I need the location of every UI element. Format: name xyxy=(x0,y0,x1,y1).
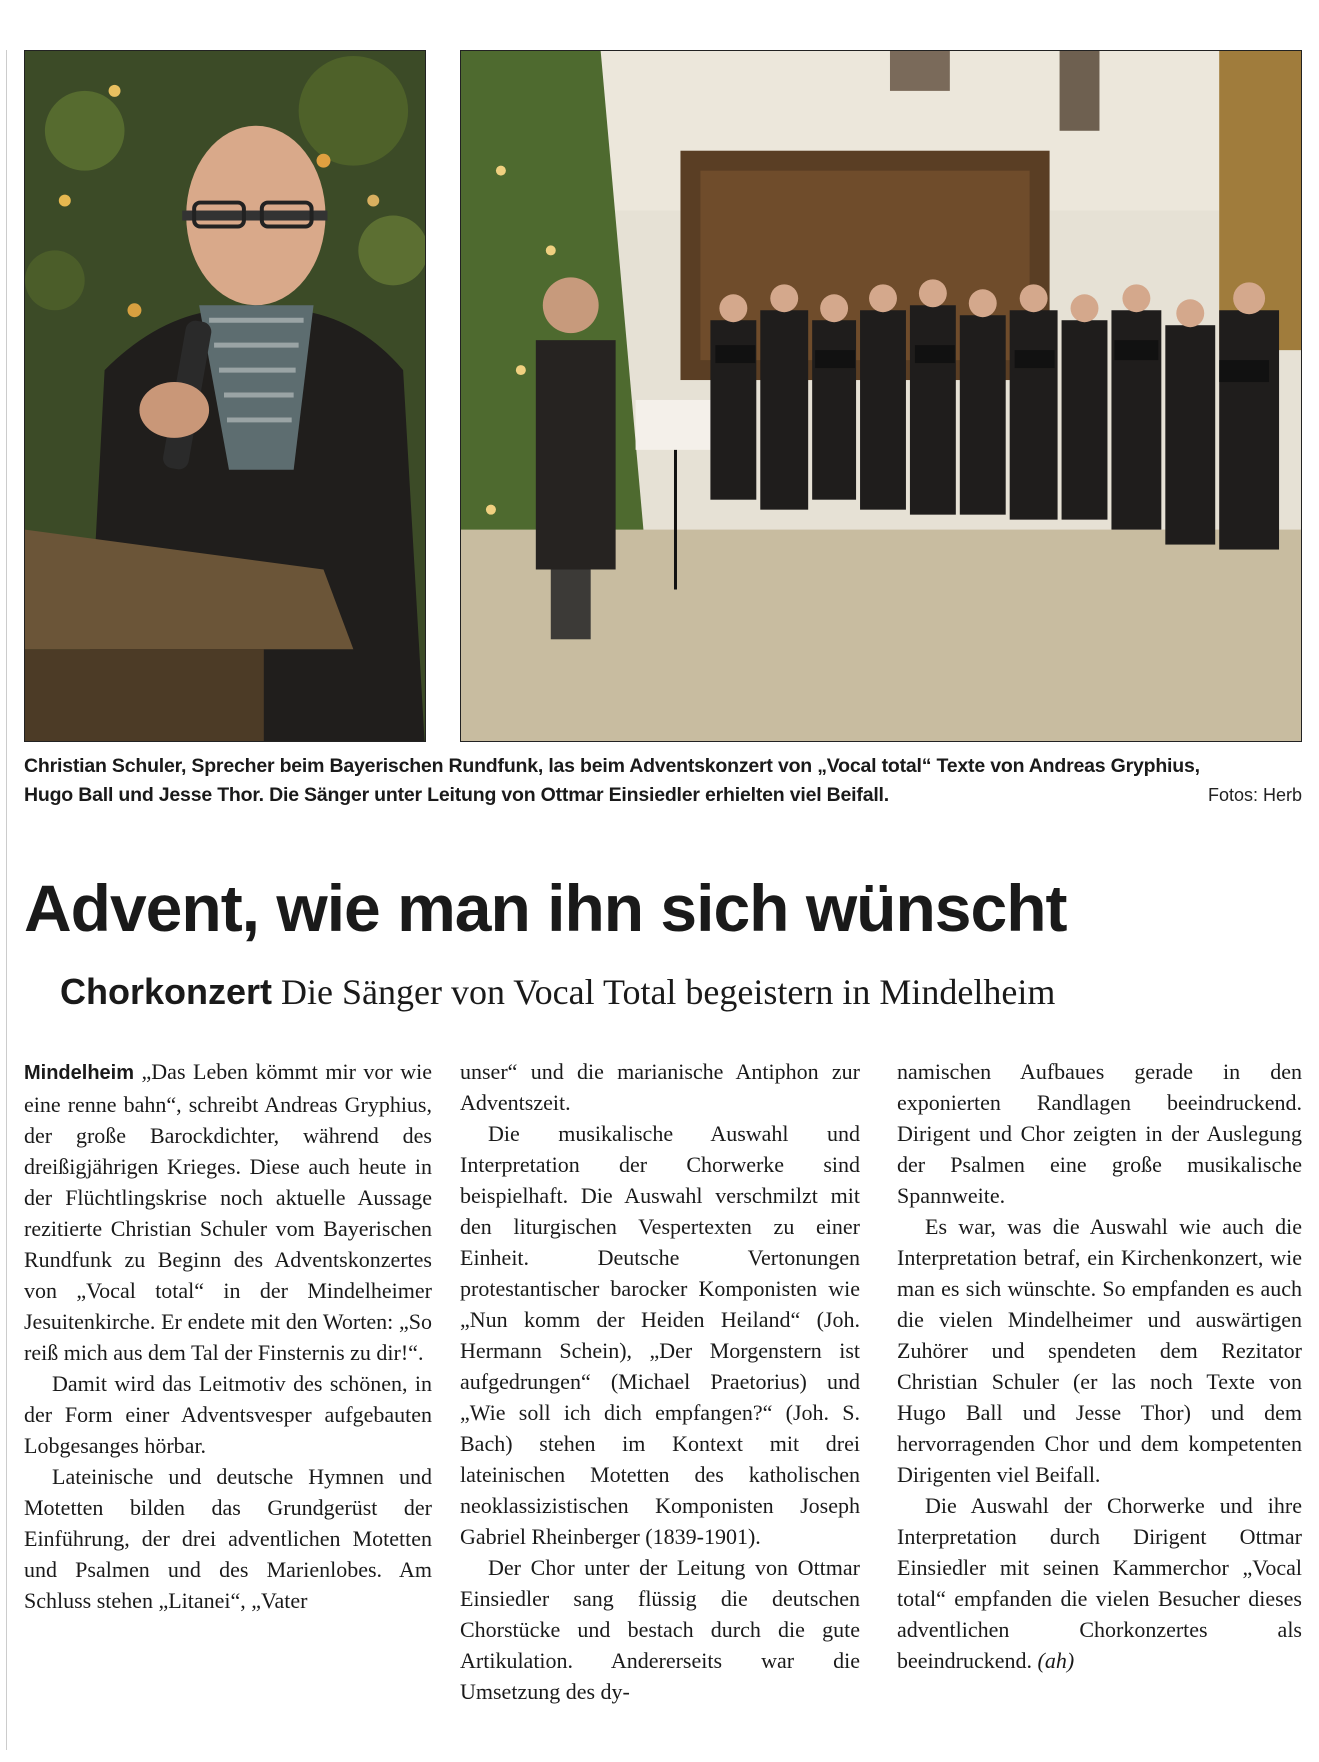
article-paragraph xyxy=(897,1490,1302,1676)
caption-line-2: Hugo Ball und Jesse Thor. Die Sänger unter Leitung von Ottmar Einsiedler erhielten viel Beifall. xyxy=(24,784,889,806)
page-edge-line xyxy=(6,50,7,1750)
caption-line-1: Christian Schuler, Sprecher beim Bayerischen Rundfunk, las beim Adventskonzert von „Vocal total“ Texte von Andreas Gryphius, xyxy=(24,755,1200,777)
article-paragraph: unser“ und die marianische Antiphon zur Adventszeit. xyxy=(460,1059,860,1115)
subheadline xyxy=(60,968,1280,1016)
article-paragraph: Der Chor unter der Leitung von Ottmar Einsiedler sang flüssig die deutschen Chorstücke und bestach durch die gute Artikulation. Andererseits war die Umsetzung des dy- xyxy=(460,1555,860,1704)
subhead-deck: Die Sänger von Vocal Total begeistern in Mindelheim xyxy=(281,972,1056,1012)
photo-caption xyxy=(24,752,1302,810)
speaker-at-lectern-photo-icon xyxy=(25,51,425,741)
article-paragraph: namischen Aufbaues gerade in den exponierten Randlagen beeindruckend. Dirigent und Chor zeigten in der Auslegung der Psalmen eine große musikalische Spannweite. xyxy=(897,1059,1302,1208)
article-column-2 xyxy=(460,1056,860,1707)
dateline: Mindelheim xyxy=(24,1062,135,1084)
article-paragraph: Damit wird das Leitmotiv des schönen, in der Form einer Adventsvesper aufgebauten Lobgesanges hörbar. xyxy=(24,1371,432,1458)
article-column-3 xyxy=(897,1056,1302,1676)
choir-concert-photo-icon xyxy=(461,51,1301,741)
article-paragraph: Es war, was die Auswahl wie auch die Interpretation betraf, ein Kirchenkonzert, wie man es sich wünschte. So empfanden es auch die vielen Mindelheimer und auswärtigen Zuhörer und spendeten dem Rezitator Christian Schuler (er las noch Texte von Hugo Ball und Jesse Thor) und dem hervorragenden Chor und dem kompetenten Dirigenten viel Beifall. xyxy=(897,1214,1302,1487)
speaker-photo xyxy=(24,50,426,742)
paragraph-text: Die Auswahl der Chorwerke und ihre Interpretation durch Dirigent Ottmar Einsiedler mit seinen Kammerchor „Vocal total“ empfanden die vielen Besucher dieses adventlichen Chorkonzertes als beeindruckend. xyxy=(897,1493,1302,1673)
article-paragraph: Lateinische und deutsche Hymnen und Motetten bilden das Grundgerüst der Einführung, der drei adventlichen Motetten und Psalmen und des Marienlobes. Am Schluss stehen „Litanei“, „Vater xyxy=(24,1464,432,1613)
photo-credit: Fotos: Herb xyxy=(1207,785,1302,805)
paragraph-text: „Das Leben kömmt mir vor wie eine renne bahn“, schreibt Andreas Gryphius, der große Barockdichter, während des dreißigjährigen Krieges. Diese auch heute in der Flüchtlingskrise noch aktuelle Aussage rezitierte Christian Schuler vom Bayerischen Rundfunk zu Beginn des Adventskonzertes von „Vocal total“ in der Mindelheimer Jesuitenkirche. Er endete mit den Worten: „So reiß mich aus dem Tal der Finsternis zu dir!“. xyxy=(24,1059,432,1365)
article-column-1 xyxy=(24,1056,432,1616)
article-paragraph: Die musikalische Auswahl und Interpretation der Chorwerke sind beispielhaft. Die Auswahl verschmilzt mit den liturgischen Vespertexten zu einer Einheit. Deutsche Vertonungen protestantischer barocker Komponisten wie „Nun komm der Heiden Heiland“ (Joh. Hermann Schein), „Der Morgenstern ist aufgedrungen“ (Michael Praetorius) und „Wie soll ich dich empfangen?“ (Joh. S. Bach) stehen im Kontext mit drei lateinischen Motetten des katholischen neoklassizistischen Komponisten Joseph Gabriel Rheinberger (1839-1901). xyxy=(460,1121,860,1549)
headline: Advent, wie man ihn sich wünscht xyxy=(24,871,1067,945)
article-paragraph xyxy=(24,1056,432,1368)
choir-photo xyxy=(460,50,1302,742)
subhead-kicker: Chorkonzert xyxy=(60,971,273,1012)
author-initials: (ah) xyxy=(1037,1648,1075,1673)
